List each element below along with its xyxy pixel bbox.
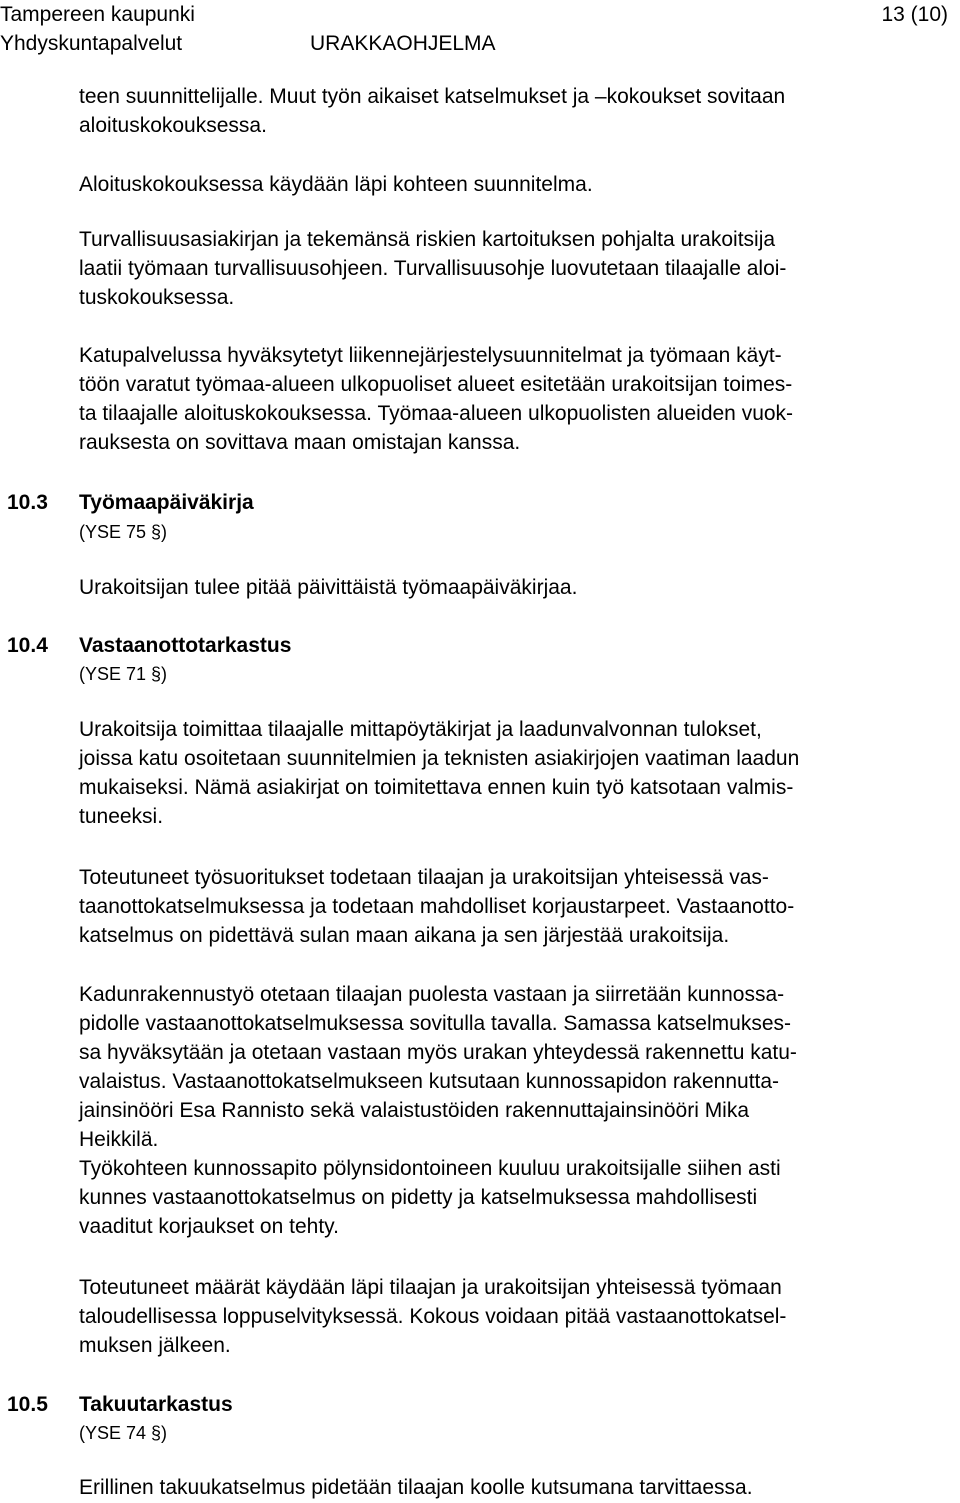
section-reference: (YSE 75 §) [79,522,168,542]
paragraph-safety: Turvallisuusasiakirjan ja tekemänsä riskien kartoituksen pohjalta urakoitsija laatii työmaan turvallisuusohjeen. Turvallisuusohje luovutetaan tilaajalle aloi- tuskokouksessa. [79,228,787,309]
section-paragraph: Kadunrakennustyö otetaan tilaajan puolesta vastaan ja siirretään kunnossa- pidolle vastaanottokatselmuksessa sovitulla tavalla. Samassa katselmukses- sa hyväksytään ja otetaan vastaan myös urakan yhteydessä rakennettu katu- valaistus. Vastaanottokatselmukseen kutsutaan kunnossapidon rakennutta- jainsinööri Esa Rannisto sekä valaistustöiden rakennuttajainsinööri Mika Heikkilä. Työkohteen kunnossapito pölynsidontoineen kuuluu urakoitsijalle siihen asti kunnes vastaanottokatselmus on pidetty ja katselmuksessa mahdollisesti vaaditut korjaukset on tehty. [79,983,797,1238]
header-organization: Tampereen kaupunki [0,3,195,26]
header-department: Yhdyskuntapalvelut [0,32,183,55]
section-paragraph: Toteutuneet työsuoritukset todetaan tilaajan ja urakoitsijan yhteisessä vas- taanottokatselmuksessa ja todetaan mahdolliset korjaustarpeet. Vastaanotto- katselmus on pidettävä sulan maan aikana ja sen järjestää urakoitsija. [79,866,795,947]
section-number: 10.5 [7,1393,48,1416]
section-paragraph: Erillinen takuukatselmus pidetään tilaajan koolle kutsumana tarvittaessa. [79,1476,753,1499]
paragraph-traffic-arrangements: Katupalvelussa hyväksytetyt liikennejärjestelysuunnitelmat ja työmaan käyt- töön varatut työmaa-alueen ulkopuoliset alueet esitetään urakoitsijan toimes- ta tilaajalle aloituskokouksessa. Työmaa-alueen ulkopuolisten alueiden vuok- rauksesta on sovittava maan omistajan kanssa. [79,344,794,454]
section-number: 10.3 [7,491,48,514]
section-reference: (YSE 74 §) [79,1423,168,1443]
header-page-number: 13 (10) [881,3,948,26]
header-document-title: URAKKAOHJELMA [310,32,496,55]
section-paragraph: Urakoitsija toimittaa tilaajalle mittapöytäkirjat ja laadunvalvonnan tulokset, joissa katu osoitetaan suunnitelmien ja teknisten asiakirjojen vaatiman laadun mukaiseksi. Nämä asiakirjat on toimitettava ennen kuin työ katsotaan valmis- tuneeksi. [79,718,800,828]
section-title: Vastaanottotarkastus [79,634,292,657]
page-header [0,0,960,62]
section-paragraph: Toteutuneet määrät käydään läpi tilaajan ja urakoitsijan yhteisessä työmaan taloudellisessa loppuselvityksessä. Kokous voidaan pitää vastaanottokatsel- muksen jälkeen. [79,1276,787,1357]
section-title: Takuutarkastus [79,1393,233,1416]
paragraph-kickoff-plan: Aloituskokouksessa käydään läpi kohteen suunnitelma. [79,173,593,196]
section-reference: (YSE 71 §) [79,664,168,684]
section-number: 10.4 [7,634,48,657]
paragraph-meeting-intro: teen suunnittelijalle. Muut työn aikaiset katselmukset ja –kokoukset sovitaan aloituskokouksessa. [79,85,786,137]
section-title: Työmaapäiväkirja [79,491,254,514]
section-paragraph: Urakoitsijan tulee pitää päivittäistä työmaapäiväkirjaa. [79,576,578,599]
